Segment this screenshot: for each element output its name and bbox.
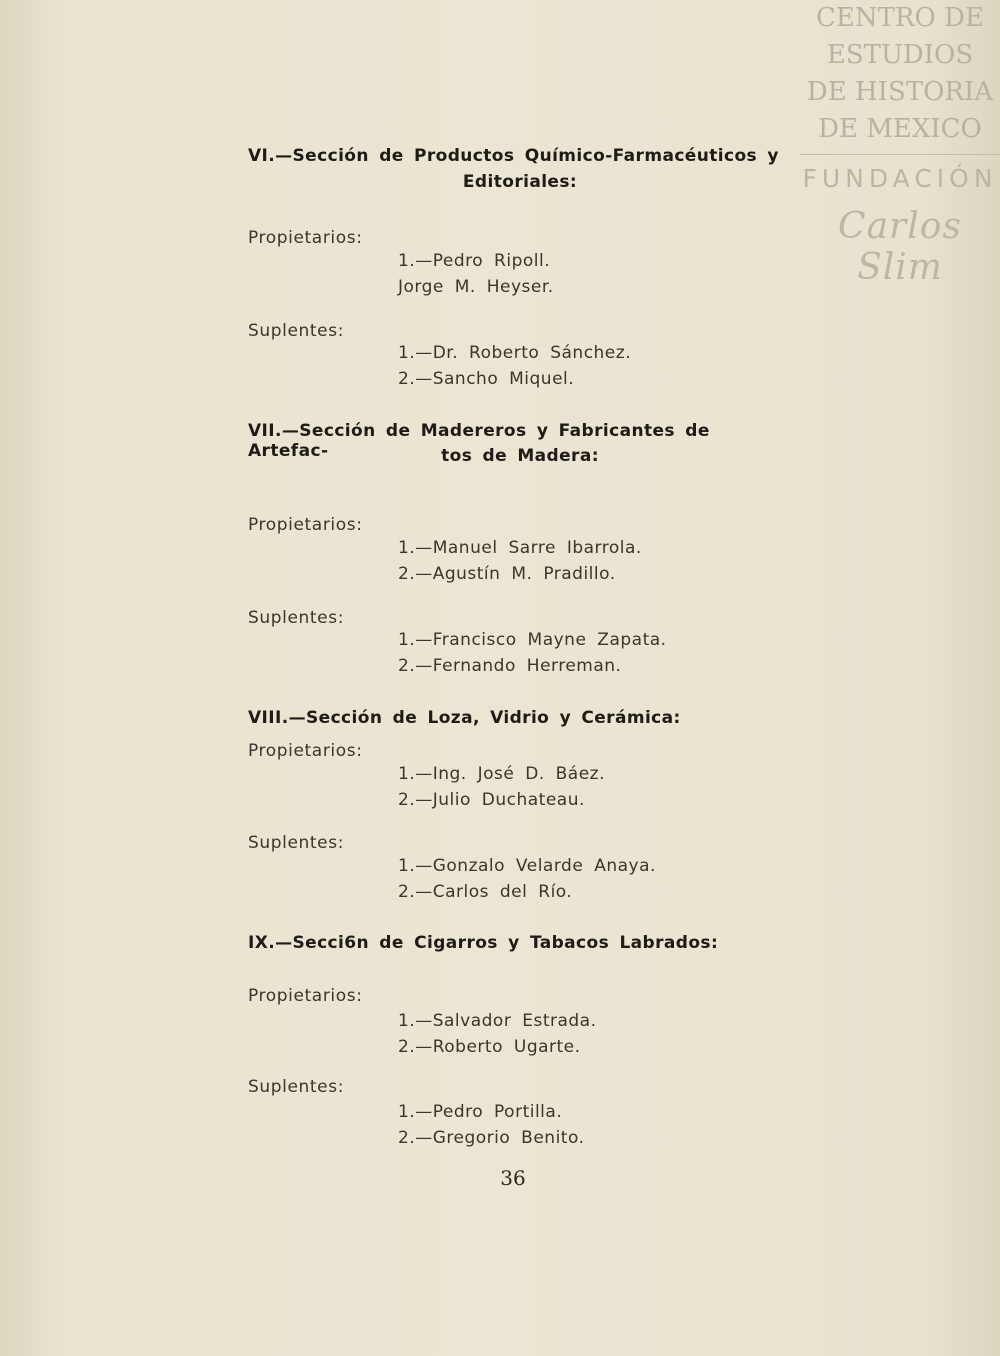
member-name: 1.—Francisco Mayne Zapata.: [398, 630, 667, 650]
watermark-signature: Carlos Slim: [838, 206, 962, 288]
watermark-line: ESTUDIOS: [826, 40, 974, 70]
section-heading: VII.—Sección de Madereros y Fabricantes de Artefac-: [248, 421, 710, 461]
member-name: 1.—Manuel Sarre Ibarrola.: [398, 538, 642, 558]
section-heading: IX.—Secci6n de Cigarros y Tabacos Labrados:: [248, 933, 719, 953]
member-name: Jorge M. Heyser.: [398, 277, 554, 297]
suplentes-label: Suplentes:: [248, 1077, 345, 1097]
section-heading-continuation: Editoriales:: [462, 172, 578, 192]
member-name: 2.—Julio Duchateau.: [398, 790, 585, 810]
section-heading-continuation: tos de Madera:: [441, 446, 599, 466]
suplentes-label: Suplentes:: [248, 833, 345, 853]
propietarios-label: Propietarios:: [248, 986, 363, 1006]
watermark-logo: [800, 0, 1000, 288]
member-name: 2.—Gregorio Benito.: [398, 1128, 585, 1148]
member-name: 2.—Sancho Miquel.: [398, 369, 575, 389]
member-name: 1.—Salvador Estrada.: [398, 1011, 597, 1031]
watermark-fundacion: FUNDACIÓN: [802, 164, 998, 193]
propietarios-label: Propietarios:: [248, 228, 363, 248]
watermark-line: CENTRO DE: [816, 3, 984, 33]
member-name: 2.—Fernando Herreman.: [398, 656, 622, 676]
member-name: 2.—Agustín M. Pradillo.: [398, 564, 616, 584]
member-name: 1.—Dr. Roberto Sánchez.: [398, 343, 632, 363]
member-name: 1.—Pedro Ripoll.: [398, 251, 551, 271]
section-heading: VI.—Sección de Productos Químico-Farmacéuticos y: [248, 146, 779, 166]
suplentes-label: Suplentes:: [248, 321, 345, 341]
section-heading: VIII.—Sección de Loza, Vidrio y Cerámica:: [248, 708, 681, 728]
suplentes-label: Suplentes:: [248, 608, 345, 628]
propietarios-label: Propietarios:: [248, 741, 363, 761]
member-name: 1.—Gonzalo Velarde Anaya.: [398, 856, 656, 876]
member-name: 1.—Ing. José D. Báez.: [398, 764, 606, 784]
member-name: 2.—Roberto Ugarte.: [398, 1037, 581, 1057]
member-name: 2.—Carlos del Río.: [398, 882, 573, 902]
watermark-line: DE HISTORIA: [806, 77, 994, 107]
page-number: 36: [500, 1166, 526, 1190]
propietarios-label: Propietarios:: [248, 515, 363, 535]
watermark-divider: [800, 154, 1000, 155]
watermark-line: DE MEXICO: [818, 114, 982, 144]
member-name: 1.—Pedro Portilla.: [398, 1102, 563, 1122]
